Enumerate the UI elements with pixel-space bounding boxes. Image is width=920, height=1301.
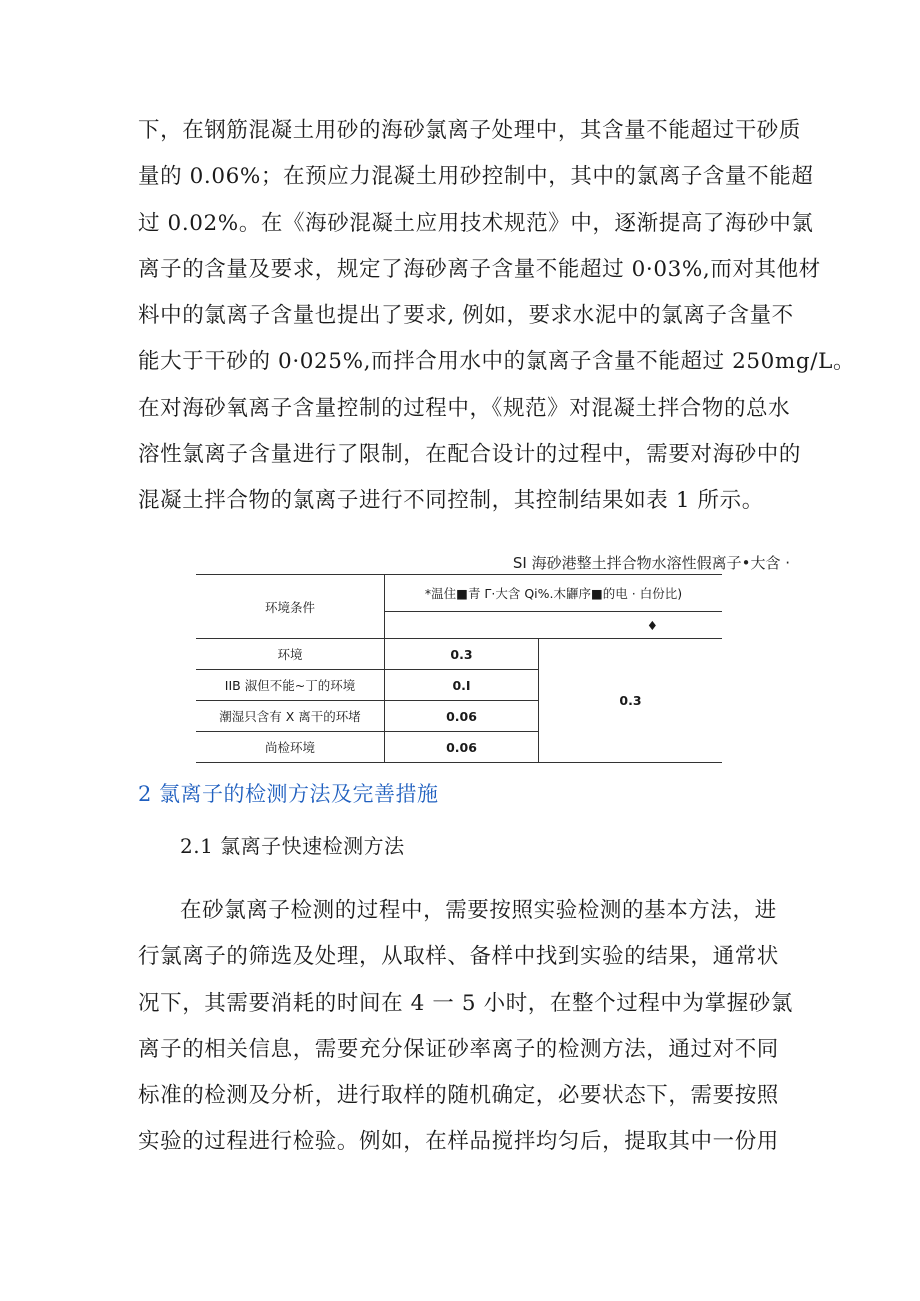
row-condition: 潮湿只含有 X 离干的环堵 [196, 701, 385, 732]
row-condition: 环境 [196, 639, 385, 670]
text-line: 标准的检测及分析，进行取样的随机确定，必要状态下，需要按照 [138, 1083, 779, 1109]
section-heading: 2 氯离子的检测方法及完善措施 [138, 782, 439, 806]
row-value: 0.I [385, 670, 539, 701]
header-environment-condition: 环境条件 [196, 575, 385, 639]
text-line: 离子的相关信息，需要充分保证砂率离子的检测方法，通过对不同 [138, 1036, 779, 1062]
text-line: 过 0.02%。在《海砂混凝土应用技术规范》中，逐渐提高了海砂中氯 [138, 210, 814, 236]
text-line: 行氯离子的筛选及处理，从取样、备样中找到实验的结果，通常状 [138, 944, 779, 970]
text-line: 量的 0.06%；在预应力混凝土用砂控制中，其中的氯离子含量不能超 [138, 164, 814, 190]
text-line: 实验的过程进行检验。例如，在样品搅拌均匀后，提取其中一份用 [138, 1129, 779, 1155]
chloride-limit-table [196, 574, 722, 763]
table-title: SI 海砂港整土拌合物水溶性假离子•大含 · [512, 554, 790, 572]
text-line: 能大于干砂的 0·025%,而拌合用水中的氯离子含量不能超过 250mg/L。 [138, 349, 856, 375]
row-condition: IIB 淑但不能~丁的环境 [196, 670, 385, 701]
header-marker: ♦ [385, 612, 723, 639]
text-line: 溶性氯离子含量进行了限制，在配合设计的过程中，需要对海砂中的 [138, 442, 802, 468]
sub-heading: 2.1 氯离子快速检测方法 [180, 834, 405, 858]
paragraph-2 [138, 888, 793, 1166]
row-value: 0.06 [385, 732, 539, 763]
row-value: 0.06 [385, 701, 539, 732]
text-line: 下，在钢筋混凝土用砂的海砂氯离子处理中，其含量不能超过干砂质 [138, 118, 802, 143]
text-line: 离子的含量及要求，规定了海砂离子含量不能超过 0·03%,而对其他材 [138, 256, 821, 282]
header-chloride-limit: *温住■青 Γ·大含 Qi%.木鼲序■的电 · 白份比) [385, 575, 723, 612]
text-line: 料中的氯离子含量也提出了要求, 例如，要求水泥中的氯离子含量不 [138, 303, 794, 329]
text-line: 混凝土拌合物的氯离子进行不同控制，其控制结果如表 1 所示。 [138, 488, 764, 514]
paragraph-1 [138, 108, 856, 525]
text-line: 在对海砂氧离子含量控制的过程中，《规范》对混凝土拌合物的总水 [138, 395, 791, 421]
row-condition: 尚检环境 [196, 732, 385, 763]
text-line: 在砂氯离子检测的过程中，需要按照实验检测的基本方法，进 [180, 898, 777, 923]
text-line: 况下，其需要消耗的时间在 4 一 5 小时，在整个过程中为掌握砂氯 [138, 990, 793, 1016]
merged-value: 0.3 [539, 639, 723, 763]
row-value: 0.3 [385, 639, 539, 670]
